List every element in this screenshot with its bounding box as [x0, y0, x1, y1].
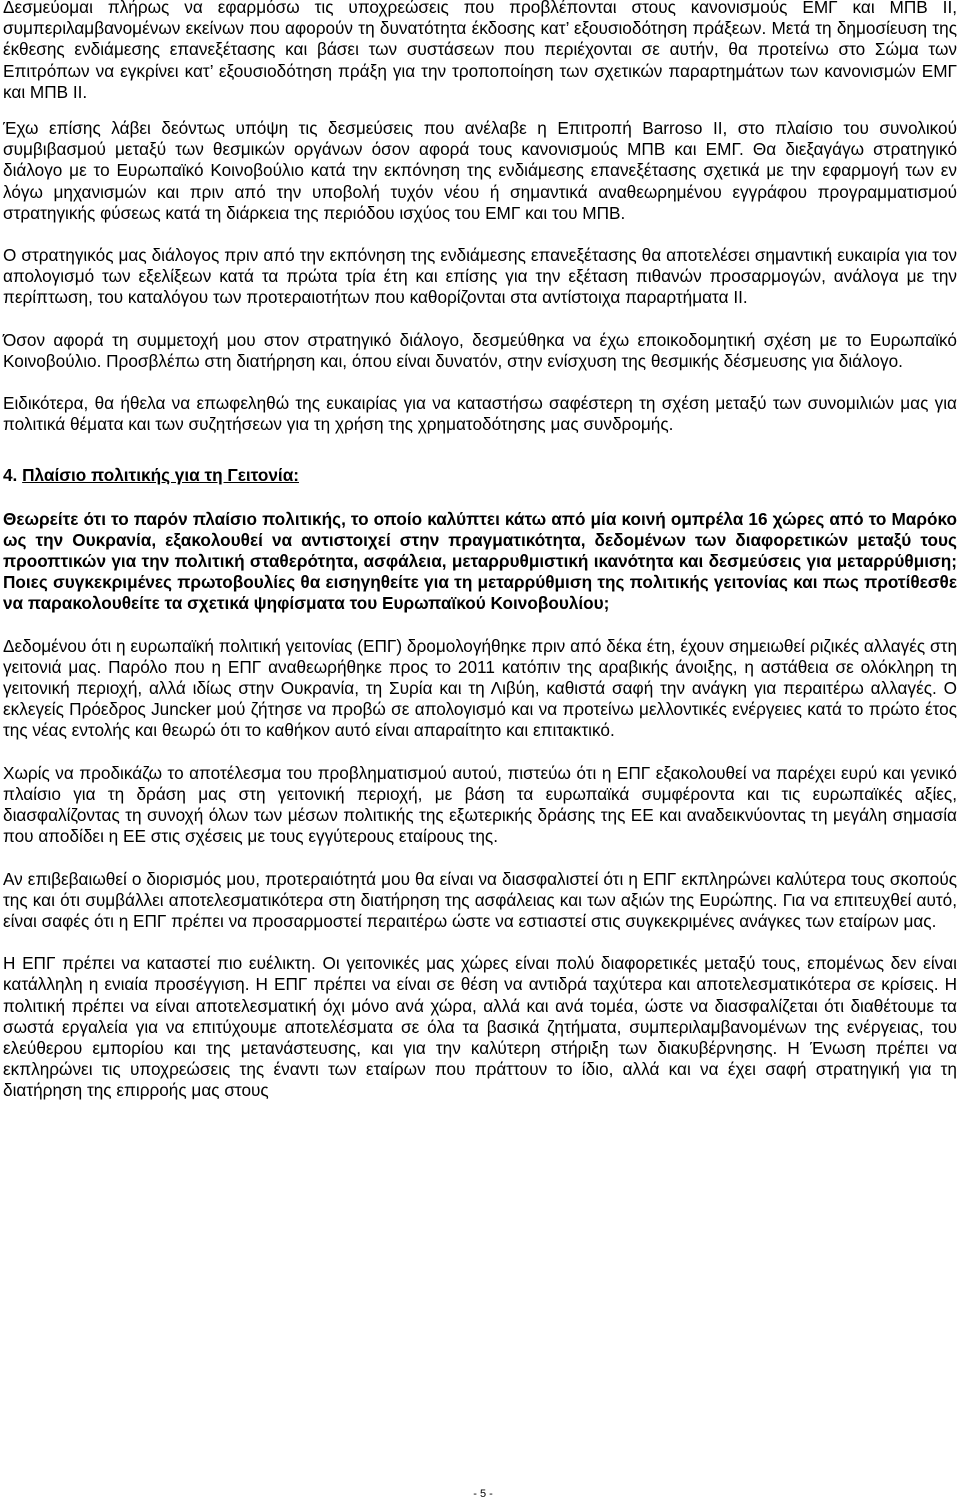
- section-heading: [3, 465, 957, 486]
- answer-paragraph-flexibility: Η ΕΠΓ πρέπει να καταστεί πιο ευέλικτη. Οι γειτονικές μας χώρες είναι πολύ διαφορετικές μεταξύ τους, επομένως δεν είναι κατάλληλη η ενιαία προσέγγιση. Η ΕΠΓ πρέπει να είναι σε θέση να αντιδρά ταχύτερα και αποτελεσματικότερα σε κρίσεις. Η πολιτική πρέπει να είναι αποτελεσματική όχι μόνο ανά χώρα, αλλά και ανά τομέα, ώστε να διασφαλίζεται ότι διαθέτουμε τα σωστά εργαλεία για να επιτύχουμε αποτελέσματα σε όλα τα βασικά ζητήματα, συμπεριλαμβανομένων της ενέργειας, του ελεύθερου εμπορίου και της μετανάστευσης, και για την καλύτερη στήριξη των διακυβέρνησης. Η Ένωση πρέπει να εκπληρώνει τις υποχρεώσεις της έναντι των εταίρων που πράττουν το ίδιο, αλλά και να έχει σαφή στρατηγική για τη διατήρηση της επιρροής μας στους: [3, 953, 957, 1101]
- section-title: Πλαίσιο πολιτικής για τη Γειτονία:: [22, 465, 299, 486]
- page-number: - 5 -: [473, 1488, 493, 1500]
- paragraph-barroso-commitments: Έχω επίσης λάβει δεόντως υπόψη τις δεσμεύσεις που ανέλαβε η Επιτροπή Barroso II, στο πλαίσιο του συνολικού συμβιβασμού μεταξύ των θεσμικών οργάνων όσον αφορά τους κανονισμούς ΜΠΒ και ΕΜΓ. Θα διεξαγάγω στρατηγικό διάλογο με το Ευρωπαϊκό Κοινοβούλιο κατά την εκπόνηση της ενδιάμεσης επανεξέτασης σχετικά με την εφαρμογή των εν λόγω μηχανισμών και πριν από την υποβολή τυχόν νέου ή σημαντικά αναθεωρημένου εγγράφου προγραμματισμού στρατηγικής φύσεως κατά τη διάρκεια της περιόδου ισχύος του ΕΜΓ και του ΜΠΒ.: [3, 118, 957, 223]
- paragraph-commitment-regulations: Δεσμεύομαι πλήρως να εφαρμόσω τις υποχρεώσεις που προβλέπονται στους κανονισμούς ΕΜΓ και ΜΠΒ ΙΙ, συμπεριλαμβανομένων εκείνων που αφορούν τη δυνατότητα έκδοσης κατ’ εξουσιοδότηση πράξεων. Μετά τη δημοσίευση της έκθεσης ενδιάμεσης επανεξέτασης και βάσει των συστάσεων που περιέχονται σε αυτήν, θα προτείνω στο Σώμα των Επιτρόπων να εγκρίνει κατ’ εξουσιοδότηση πράξη για την τροποποίηση των σχετικών παραρτημάτων των κανονισμών ΕΜΓ και ΜΠΒ ΙΙ.: [3, 0, 957, 102]
- section-number: 4.: [3, 465, 18, 486]
- answer-paragraph-enp-history: Δεδομένου ότι η ευρωπαϊκή πολιτική γειτονίας (ΕΠΓ) δρομολογήθηκε πριν από δέκα έτη, έχουν σημειωθεί ριζικές αλλαγές στη γειτονιά μας. Παρόλο που η ΕΠΓ αναθεωρήθηκε προς το 2011 κατόπιν της αραβικής άνοιξης, η αστάθεια σε ολόκληρη τη γειτονική περιοχή, αλλά ιδίως στην Ουκρανία, τη Συρία και τη Λιβύη, καθιστά σαφή την ανάγκη για περαιτέρω αλλαγές. Ο εκλεγείς Πρόεδρος Juncker μού ζήτησε να προβώ σε απολογισμό και να προτείνω μελλοντικές ενέργειες κατά το πρώτο έτος της νέας εντολής και θεωρώ ότι το καθήκον αυτό είναι απαραίτητο και επιτακτικό.: [3, 635, 957, 741]
- answer-paragraph-priorities: Αν επιβεβαιωθεί ο διορισμός μου, προτεραιότητά μου θα είναι να διασφαλιστεί ότι η ΕΠΓ εκπληρώνει καλύτερα τους σκοπούς της και ότι συμβάλλει αποτελεσματικότερα στη διατήρηση της ασφάλειας και των αξιών της Ευρώπης. Για να επιτευχθεί αυτό, είναι σαφές ότι η ΕΠΓ πρέπει να προσαρμοστεί περαιτέρω ώστε να εστιαστεί στις συγκεκριμένες ανάγκες των εταίρων μας.: [3, 868, 957, 931]
- answer-paragraph-enp-framework: Χωρίς να προδικάζω το αποτέλεσμα του προβληματισμού αυτού, πιστεύω ότι η ΕΠΓ εξακολουθεί να παρέχει ευρύ και γενικό πλαίσιο για τη δράση μας στη γειτονική περιοχή, με βάση τα ευρωπαϊκά συμφέροντα και τις ευρωπαϊκές αξίες, διασφαλίζοντας τη συνοχή όλων των μέσων πολιτικής της εξωτερικής δράσης της ΕΕ και αναδεικνύοντας τη μεγάλη σημασία που αποδίδει η ΕΕ στις σχέσεις με τους εγγύτερους εταίρους της.: [3, 762, 957, 847]
- paragraph-parliament-relationship: Όσον αφορά τη συμμετοχή μου στον στρατηγικό διάλογο, δεσμεύθηκα να έχω εποικοδομητική σχέση με το Ευρωπαϊκό Κοινοβούλιο. Προσβλέπω στη διατήρηση και, όπου είναι δυνατόν, στην ενίσχυση της θεσμικής δέσμευσης για διάλογο.: [3, 329, 957, 371]
- paragraph-strategic-dialogue: Ο στρατηγικός μας διάλογος πριν από την εκπόνηση της ενδιάμεσης επανεξέτασης θα αποτελέσει σημαντική ευκαιρία για τον απολογισμό των εξελίξεων κατά τα πρώτα τρία έτη και επίσης για την εξέταση πιθανών προσαρμογών, ανάλογα με την περίπτωση, του καταλόγου των προτεραιοτήτων που καθορίζονται στα αντίστοιχα παραρτήματα ΙΙ.: [3, 245, 957, 308]
- paragraph-policy-funding-link: Ειδικότερα, θα ήθελα να επωφεληθώ της ευκαιρίας για να καταστήσω σαφέστερη τη σχέση μεταξύ των συνομιλιών μας για πολιτικά θέματα και των συζητήσεων για τη χρήση της χρηματοδότησης μας συνδρομής.: [3, 393, 957, 435]
- question-text: Θεωρείτε ότι το παρόν πλαίσιο πολιτικής, το οποίο καλύπτει κάτω από μία κοινή ομπρέλα 16 χώρες από το Μαρόκο ως την Ουκρανία, εξακολουθεί να αντιστοιχεί στην πραγματικότητα, δεδομένων των διαφορετικών μεταξύ τους προοπτικών για την πολιτική σταθερότητα, ασφάλεια, μεταρρυθμιστική ικανότητα και δεσμεύσεις για μεταρρύθμιση; Ποιες συγκεκριμένες πρωτοβουλίες θα εισηγηθείτε για τη μεταρρύθμιση της πολιτικής γειτονίας και πως προτίθεσθε να παρακολουθείτε τα σχετικά ψηφίσματα του Ευρωπαϊκού Κοινοβουλίου;: [3, 508, 957, 614]
